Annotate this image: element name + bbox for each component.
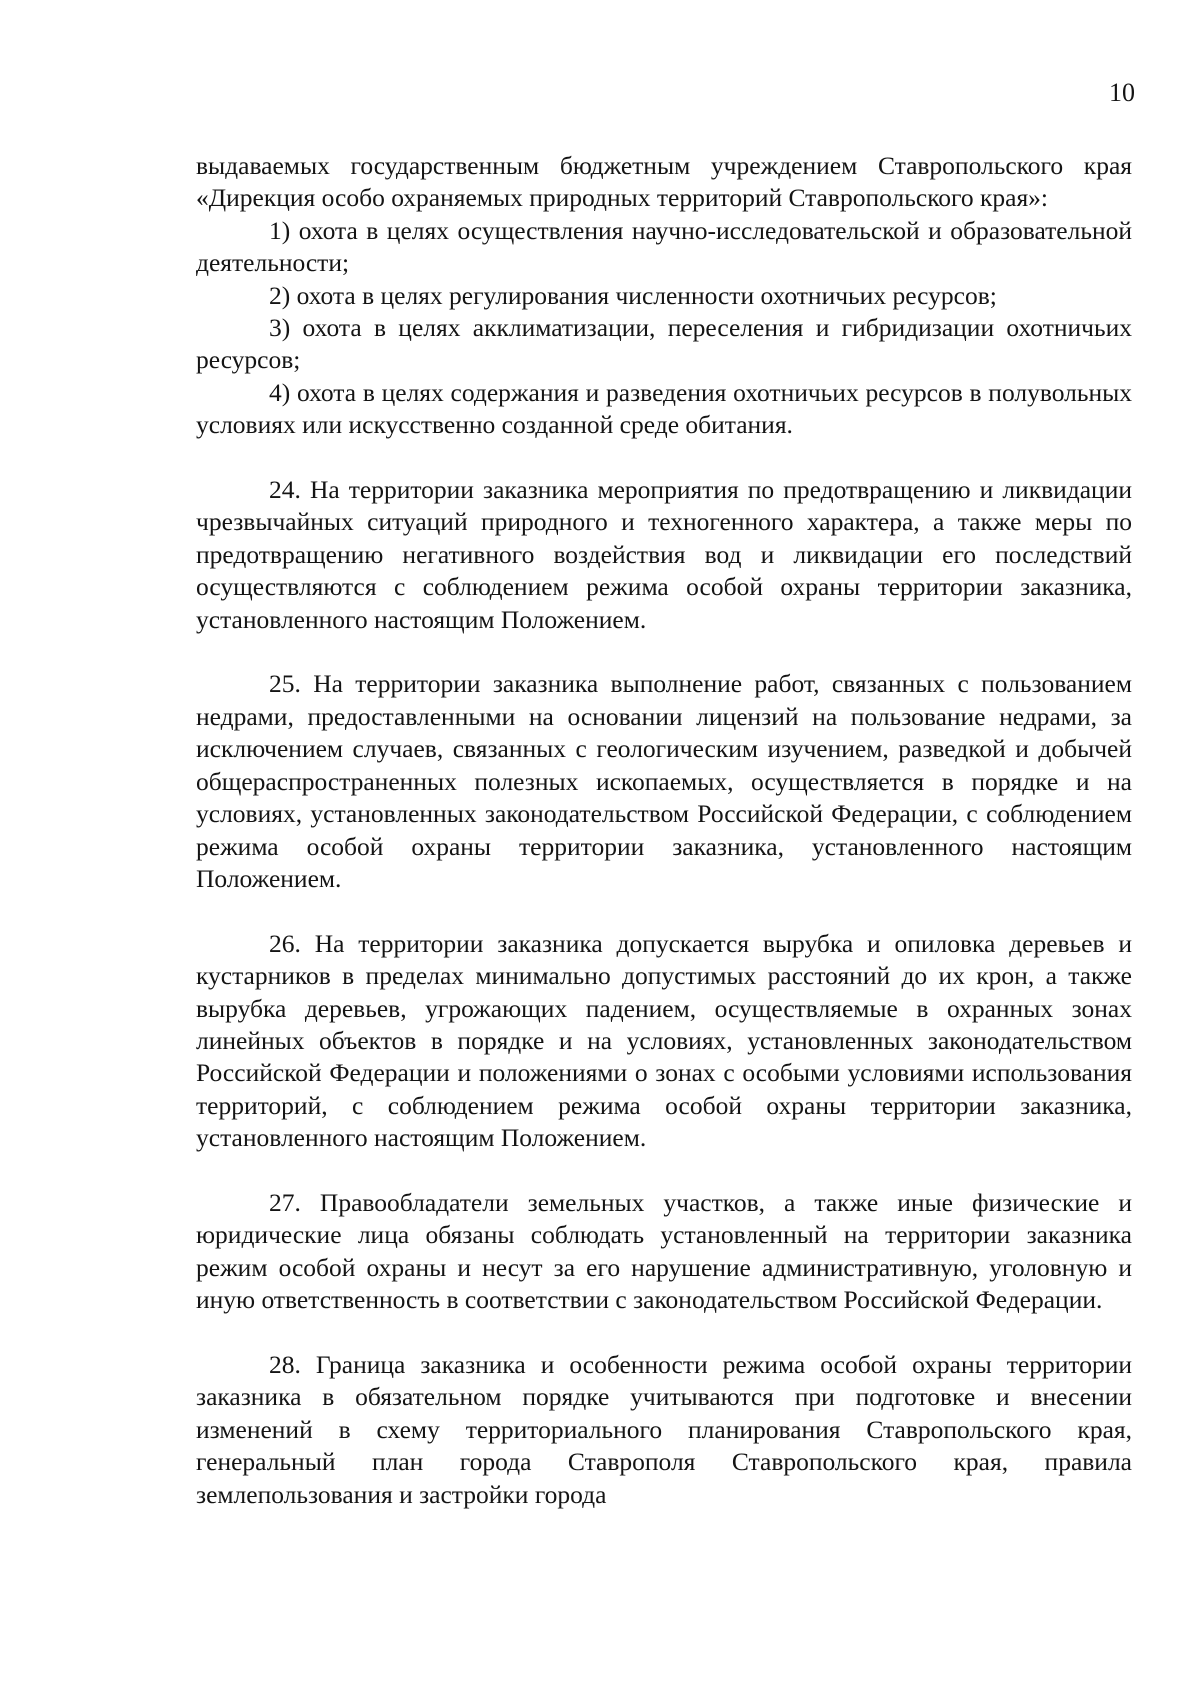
list-item-4: 4) охота в целях содержания и разведения охотничьих ресурсов в полувольных условиях или искусственно созданной среде обитания. xyxy=(196,377,1132,440)
page-number: 10 xyxy=(1109,78,1135,107)
list-item-1: 1) охота в целях осуществления научно-исследовательской и образовательной деятельности; xyxy=(196,215,1132,278)
section-27: 27. Правообладатели земельных участков, а также иные физические и юридические лица обязаны соблюдать установленный на территории заказника режим особой охраны и несут за его нарушение административную, уголовную и иную ответственность в соответствии с законодательством Российской Федерации. xyxy=(196,1187,1132,1315)
paragraph-intro-continuation: выдаваемых государственным бюджетным учреждением Ставропольского края «Дирекция особо охраняемых природных территорий Ставропольского края»: xyxy=(196,151,1132,213)
section-26: 26. На территории заказника допускается вырубка и опиловка деревьев и кустарников в пределах минимально допустимых расстояний до их крон, а также вырубка деревьев, угрожающих падением, осуществляемые в охранных зонах линейных объектов в порядке и на условиях, установленных законодательством Российской Федерации и положениями о зонах с особыми условиями использования территорий, с соблюдением режима особой охраны территории заказника, установленного настоящим Положением. xyxy=(196,928,1132,1153)
list-item-3: 3) охота в целях акклиматизации, переселения и гибридизации охотничьих ресурсов; xyxy=(196,313,1132,375)
list-item-2: 2) охота в целях регулирования численности охотничьих ресурсов; xyxy=(269,280,997,310)
section-28: 28. Граница заказника и особенности режима особой охраны территории заказника в обязательном порядке учитываются при подготовке и внесении изменений в схему территориального планирования Ставропольского края, генеральный план города Ставрополя Ставропольского края, правила землепользования и застройки города xyxy=(196,1349,1132,1509)
section-25: 25. На территории заказника выполнение работ, связанных с пользованием недрами, предоставленными на основании лицензий на пользование недрами, за исключением случаев, связанных с геологическим изучением, разведкой и добычей общераспространенных полезных ископаемых, осуществляется в порядке и на условиях, установленных законодательством Российской Федерации, с соблюдением режима особой охраны территории заказника, установленного настоящим Положением. xyxy=(196,669,1132,893)
document-body xyxy=(196,150,1132,1511)
section-24: 24. На территории заказника мероприятия по предотвращению и ликвидации чрезвычайных ситуаций природного и техногенного характера, а также меры по предотвращению негативного воздействия вод и ликвидации его последствий осуществляются с соблюдением режима особой охраны территории заказника, установленного настоящим Положением. xyxy=(196,475,1132,634)
